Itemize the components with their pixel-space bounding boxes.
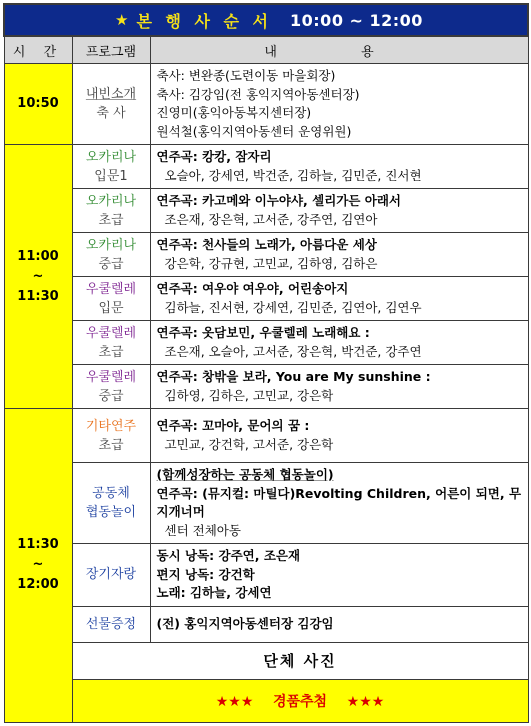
- time-end: 12:00: [17, 577, 59, 593]
- star-icon: ★★★: [215, 693, 254, 710]
- group-photo-row: [4, 642, 528, 679]
- time-start: 11:00: [17, 248, 59, 264]
- column-header-content: 내 용: [150, 36, 528, 64]
- program-label: 내빈소개: [85, 87, 137, 102]
- time-range: 10:00 ~ 12:00: [290, 10, 423, 30]
- time-cell: [4, 409, 72, 723]
- program-cell: [72, 606, 150, 642]
- program-label: 선물증정: [85, 616, 137, 632]
- program-label: 기타연주: [85, 418, 137, 434]
- time-cell: [4, 145, 72, 409]
- content-cell: [150, 64, 528, 145]
- content-cell: [150, 145, 528, 189]
- program-level: 중급: [98, 256, 124, 272]
- content-cell: [150, 544, 528, 607]
- content-line: 편지 낭독: 강건학: [156, 566, 255, 582]
- content-line: 노래: 김하늘, 강세연: [156, 585, 272, 600]
- members-line: 센터 전체아동: [164, 522, 241, 538]
- program-label: 공동체: [92, 486, 130, 501]
- program-cell: [72, 321, 150, 365]
- program-label: 장기자랑: [85, 567, 137, 583]
- time-label: 10:50: [17, 96, 59, 111]
- piece-line: 연주곡: 캉캉, 잠자리: [156, 149, 272, 164]
- content-heading: (함께성장하는 공동체 협동놀이): [156, 467, 334, 482]
- program-level: 초급: [98, 437, 124, 453]
- members-line: 김하영, 김하은, 고민교, 강은학: [164, 387, 334, 403]
- members-line: 고민교, 강건학, 고서준, 강은학: [164, 436, 334, 452]
- page-title: 본 행 사 순 서: [136, 11, 273, 31]
- content-cell: [150, 463, 528, 544]
- program-sub-label: 협동놀이: [85, 505, 137, 520]
- piece-line: 연주곡: 옷담보민, 우쿨렐레 노래해요 :: [156, 325, 370, 340]
- content-cell: [150, 277, 528, 321]
- members-line: 강은학, 강규현, 고민교, 김하영, 김하은: [164, 255, 378, 271]
- time-cell: [4, 64, 72, 145]
- star-icon: ★: [115, 11, 129, 29]
- content-line: 축사: 변완종(도련이동 마을회장): [156, 68, 336, 83]
- program-level: 초급: [98, 212, 124, 228]
- session-row: [4, 463, 528, 544]
- column-header-row: [4, 36, 528, 64]
- program-cell: [72, 233, 150, 277]
- session-row: [4, 365, 528, 409]
- program-label: 오카리나: [85, 149, 137, 165]
- time-end: 11:30: [17, 288, 59, 304]
- program-cell: [72, 463, 150, 544]
- session-row: [4, 277, 528, 321]
- session-row: [4, 321, 528, 365]
- program-level: 초급: [98, 344, 124, 360]
- session-row: [4, 189, 528, 233]
- content-cell: [150, 606, 528, 642]
- title-row: [4, 4, 528, 36]
- column-header-program: 프로그램: [72, 36, 150, 64]
- title-cell: [4, 4, 528, 36]
- piece-line: 연주곡: 꼬마야, 문어의 꿈 :: [156, 418, 310, 433]
- time-separator: ~: [32, 557, 44, 573]
- program-cell: [72, 365, 150, 409]
- time-start: 11:30: [17, 537, 59, 553]
- program-label: 오카리나: [85, 193, 137, 209]
- program-table: [3, 3, 529, 723]
- program-cell: [72, 544, 150, 607]
- program-cell: [72, 64, 150, 145]
- program-sheet: [3, 3, 527, 723]
- session-row: [4, 544, 528, 607]
- program-label: 우쿨렐레: [85, 369, 137, 385]
- star-icon: ★★★: [346, 693, 385, 710]
- piece-line: 연주곡: (뮤지컬: 마틸다)Revolting Children, 어른이 되면, 무지개너머: [156, 485, 522, 519]
- program-label: 우쿨렐레: [85, 281, 137, 297]
- piece-line: 연주곡: 카고메와 이누야샤, 셀리가든 아래서: [156, 193, 402, 208]
- program-sub-label: 축 사: [96, 106, 126, 121]
- program-level: 입문1: [94, 168, 128, 184]
- lottery-label: 경품추첨: [272, 693, 328, 710]
- lottery-row: [4, 679, 528, 722]
- program-cell: [72, 189, 150, 233]
- content-line: 원석철(홍익지역아동센터 운영위원): [156, 123, 352, 139]
- members-line: 조은재, 오슬아, 고서준, 장은혁, 박건준, 강주연: [164, 343, 422, 359]
- session-row: [4, 64, 528, 145]
- session-row: [4, 409, 528, 463]
- content-line: 축사: 김강임(전 홍익지역아동센터장): [156, 86, 360, 102]
- piece-line: 연주곡: 창밖을 보라, You are My sunshine :: [156, 369, 431, 384]
- content-line: 진영미(홍익아동복지센터장): [156, 105, 312, 120]
- session-row: [4, 606, 528, 642]
- members-line: 조은재, 장은혁, 고서준, 강주연, 김연아: [164, 211, 378, 227]
- members-line: 김하늘, 진서현, 강세연, 김민준, 김연아, 김연우: [164, 299, 422, 315]
- time-separator: ~: [32, 268, 44, 284]
- lottery-cell: [72, 679, 528, 722]
- program-cell: [72, 145, 150, 189]
- session-row: [4, 145, 528, 189]
- content-cell: [150, 365, 528, 409]
- session-row: [4, 233, 528, 277]
- piece-line: 연주곡: 천사들의 노래가, 아름다운 세상: [156, 237, 377, 252]
- program-level: 중급: [98, 388, 124, 404]
- content-line: (전) 홍익지역아동센터장 김강임: [156, 615, 334, 631]
- content-cell: [150, 189, 528, 233]
- content-cell: [150, 409, 528, 463]
- program-cell: [72, 409, 150, 463]
- program-cell: [72, 277, 150, 321]
- program-label: 오카리나: [85, 237, 137, 253]
- group-photo-cell: 단체 사진: [72, 642, 528, 679]
- column-header-time: 시 간: [4, 36, 72, 64]
- content-cell: [150, 233, 528, 277]
- content-cell: [150, 321, 528, 365]
- piece-line: 연주곡: 여우야 여우야, 어린송아지: [156, 281, 349, 296]
- content-line: 동시 낭독: 강주연, 조은재: [156, 548, 301, 563]
- members-line: 오슬아, 강세연, 박건준, 김하늘, 김민준, 진서현: [164, 167, 422, 183]
- program-label: 우쿨렐레: [85, 325, 137, 341]
- program-level: 입문: [98, 300, 124, 316]
